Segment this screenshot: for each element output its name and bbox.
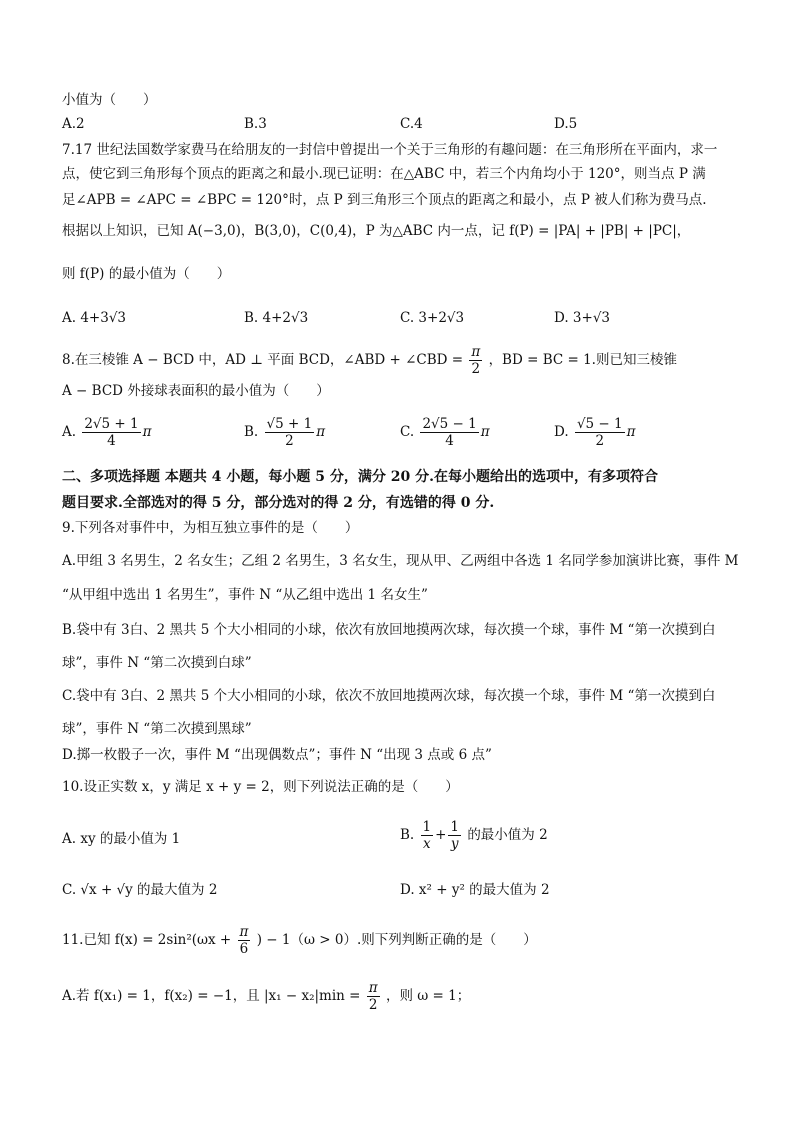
fraction-numerator: π xyxy=(471,344,481,360)
q6-option-a: A.2 xyxy=(62,116,85,132)
fraction-numerator: π xyxy=(239,924,249,940)
q7-line-2: 点，使它到三角形每个顶点的距离之和最小.现已证明：在△ABC 中，若三个内角均小于 120°，则当点 P 满 xyxy=(62,166,706,182)
q11-option-a-text: A.若 f(x₁) = 1，f(x₂) = −1，且 |x₁ − x₂|min = xyxy=(62,988,361,1004)
option-b-suffix: 的最小值为 2 xyxy=(467,827,548,843)
option-label: B. xyxy=(400,827,415,843)
q9-stem: 9.下列各对事件中，为相互独立事件的是（ ） xyxy=(62,520,359,536)
q6-option-b: B.3 xyxy=(244,116,267,132)
q11-option-a xyxy=(62,980,470,1013)
option-suffix: π xyxy=(480,424,490,440)
q8-option-d xyxy=(554,416,636,449)
option-suffix: π xyxy=(142,424,152,440)
fraction-numerator: 2√5 + 1 xyxy=(84,416,139,432)
option-suffix: π xyxy=(626,424,636,440)
q9-option-b-line-2: 球”，事件 N “第二次摸到白球” xyxy=(62,655,252,671)
q8-line-2: A − BCD 外接球表面积的最小值为（ ） xyxy=(62,383,330,399)
q7-line-1: 7.17 世纪法国数学家费马在给朋友的一封信中曾提出一个关于三角形的有趣问题：在三角形所在平面内，求一 xyxy=(62,142,718,158)
fraction-numerator: π xyxy=(368,980,378,996)
q10-option-b: B. $\frac{1}{x}$ + $\frac{1}{y}$ 的最小值为 2 xyxy=(400,819,548,852)
q7-line-3: 足∠APB = ∠APC = ∠BPC = 120°时，点 P 到三角形三个顶点的距离之和最小，点 P 被人们称为费马点. xyxy=(62,192,707,208)
q7-option-a: A. 4+3√3 xyxy=(62,310,127,326)
section-2-header-line-2: 题目要求.全部选对的得 5 分，部分选对的得 2 分，有选错的得 0 分. xyxy=(62,495,495,511)
q6-option-c: C.4 xyxy=(400,116,423,132)
option-label: C. xyxy=(400,424,415,440)
q10-stem: 10.设正实数 x，y 满足 x + y = 2，则下列说法正确的是（ ） xyxy=(62,779,459,795)
option-label: B. xyxy=(244,424,259,440)
q11-stem xyxy=(62,924,537,957)
option-fraction xyxy=(265,416,315,449)
one-over-y-fraction: $\frac{1}{y}$ xyxy=(450,819,460,852)
q8-line-1 xyxy=(62,344,677,377)
option-suffix: π xyxy=(316,424,326,440)
q8-line-1-text-a: 8.在三棱锥 A − BCD 中，AD ⊥ 平面 BCD，∠ABD + ∠CBD = xyxy=(62,352,464,368)
fraction-denominator: 6 xyxy=(239,941,249,957)
q7-option-c: C. 3+2√3 xyxy=(400,310,465,326)
section-2-header-line-1: 二、多项选择题 本题共 4 小题，每小题 5 分，满分 20 分.在每小题给出的选项中，有多项符合 xyxy=(62,469,658,485)
fraction-denominator: 2 xyxy=(285,433,294,449)
option-label: D. xyxy=(554,424,569,440)
q11-option-a-suffix: ，则 ω = 1； xyxy=(385,988,471,1004)
q9-option-c-line-2: 球”，事件 N “第二次摸到黑球” xyxy=(62,721,252,737)
q6-stem-end: 小值为（ ） xyxy=(62,92,157,108)
q8-option-c xyxy=(400,416,490,449)
q11-phase-fraction xyxy=(238,924,251,957)
fraction-denominator: 4 xyxy=(107,433,116,449)
q7-option-b: B. 4+2√3 xyxy=(244,310,309,326)
option-label: A. xyxy=(62,424,77,440)
q10-option-d: D. x² + y² 的最大值为 2 xyxy=(400,882,550,898)
fraction-numerator: √5 + 1 xyxy=(266,416,313,432)
q9-option-d: D.掷一枚骰子一次，事件 M “出现偶数点”；事件 N “出现 3 点或 6 点” xyxy=(62,747,492,763)
q8-line-1-text-b: ，BD = BC = 1.则已知三棱锥 xyxy=(488,352,677,368)
q8-option-b xyxy=(244,416,325,449)
q10-option-a: A. xy 的最小值为 1 xyxy=(62,831,181,847)
fraction-denominator: 4 xyxy=(445,433,454,449)
q7-line-5: 则 f(P) 的最小值为（ ） xyxy=(62,266,231,282)
fraction-numerator: √5 − 1 xyxy=(576,416,623,432)
q8-option-a xyxy=(62,416,151,449)
fraction-denominator: 2 xyxy=(595,433,605,449)
option-fraction xyxy=(575,416,625,449)
q6-option-d: D.5 xyxy=(554,116,578,132)
q9-option-c-line-1: C.袋中有 3白、2 黑共 5 个大小相同的小球，依次不放回地摸两次球，每次摸一个球，事件 M “第一次摸到白 xyxy=(62,688,716,704)
option-fraction xyxy=(82,416,140,449)
fraction-numerator: 2√5 − 1 xyxy=(422,416,477,432)
q7-line-4: 根据以上知识，已知 A(−3,0)，B(3,0)，C(0,4)，P 为△ABC 内一点，记 f(P) = |PA| + |PB| + |PC|， xyxy=(62,223,691,239)
q10-option-c: C. √x + √y 的最大值为 2 xyxy=(62,882,218,898)
q11-option-a-fraction xyxy=(367,980,380,1013)
one-over-x-fraction: $\frac{1}{x}$ xyxy=(422,819,432,852)
q8-angle-fraction xyxy=(469,344,482,377)
q11-stem-text-a: 11.已知 f(x) = 2sin²(ωx + xyxy=(62,932,232,948)
q11-stem-text-b: ) − 1（ω > 0）.则下列判断正确的是（ ） xyxy=(256,932,537,948)
fraction-denominator: 2 xyxy=(471,361,481,377)
q9-option-a-line-1: A.甲组 3 名男生，2 名女生；乙组 2 名男生，3 名女生，现从甲、乙两组中各选 1 名同学参加演讲比赛，事件 M xyxy=(62,553,739,569)
q9-option-a-line-2: “从甲组中选出 1 名男生”，事件 N “从乙组中选出 1 名女生” xyxy=(62,587,428,603)
option-fraction xyxy=(420,416,478,449)
q9-option-b-line-1: B.袋中有 3白、2 黑共 5 个大小相同的小球，依次有放回地摸两次球，每次摸一个球，事件 M “第一次摸到白 xyxy=(62,622,716,638)
fraction-denominator: 2 xyxy=(368,997,378,1013)
q7-option-d: D. 3+√3 xyxy=(554,310,611,326)
